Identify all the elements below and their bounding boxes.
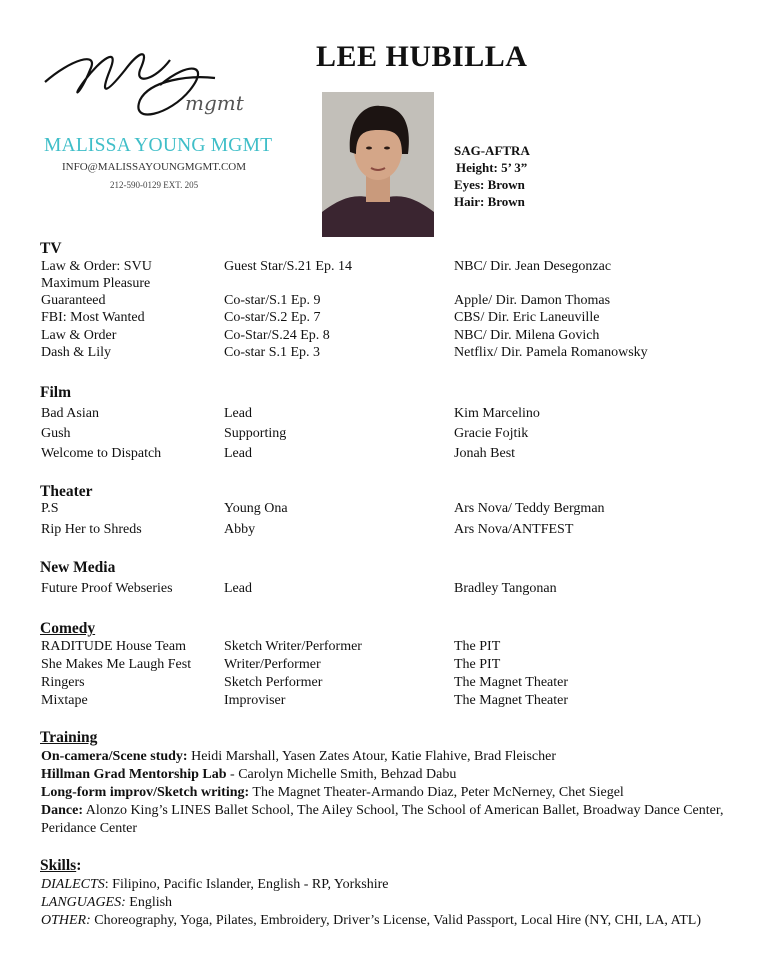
credit-company: The Magnet Theater	[454, 675, 569, 690]
credit-role: Lead	[224, 406, 252, 421]
credit-role: Lead	[224, 581, 252, 596]
headshot-photo	[322, 92, 434, 237]
credit-project: Maximum Pleasure	[41, 276, 151, 291]
comedy-heading: Comedy	[40, 620, 96, 637]
credit-project: Mixtape	[41, 693, 88, 708]
agency-logo	[40, 40, 273, 190]
credit-company: Ars Nova/ANTFEST	[454, 522, 574, 537]
credit-project: Ringers	[41, 675, 85, 690]
training-item: Dance: Alonzo King’s LINES Ballet School, The Ailey School, The School of American Ballet, Broadway Dance Center, Peridance Center	[41, 803, 724, 836]
agency-email: INFO@MALISSAYOUNGMGMT.COM	[62, 161, 247, 173]
credit-role: Co-star S.1 Ep. 3	[224, 345, 321, 360]
credit-role: Young Ona	[224, 501, 288, 516]
hair: Hair: Brown	[454, 194, 525, 209]
credit-row	[41, 522, 761, 540]
credit-company: Bradley Tangonan	[454, 581, 557, 596]
credit-project: Welcome to Dispatch	[41, 446, 162, 461]
credit-row	[41, 675, 761, 693]
skills-heading: Skills:	[40, 857, 82, 874]
credit-company: Jonah Best	[454, 446, 516, 461]
credit-role: Supporting	[224, 426, 287, 441]
credit-project: Law & Order	[41, 328, 117, 343]
credit-company: The PIT	[454, 639, 501, 654]
credit-row	[41, 581, 761, 599]
credit-row	[41, 293, 761, 311]
svg-text:mgmt: mgmt	[185, 91, 244, 115]
new-media-heading: New Media	[40, 559, 116, 576]
credit-company: NBC/ Dir. Milena Govich	[454, 328, 600, 343]
tv-heading: TV	[40, 240, 62, 257]
signature-logo-icon	[40, 40, 270, 140]
credit-row	[41, 328, 761, 346]
credit-row	[41, 693, 761, 711]
credit-role: Co-star/S.2 Ep. 7	[224, 310, 321, 325]
credit-row	[41, 639, 761, 657]
credit-project: Gush	[41, 426, 71, 441]
credit-project: P.S	[41, 501, 59, 516]
credit-project: Bad Asian	[41, 406, 99, 421]
credit-company: Gracie Fojtik	[454, 426, 529, 441]
credit-row	[41, 446, 761, 464]
skill-item: OTHER: Choreography, Yoga, Pilates, Embroidery, Driver’s License, Valid Passport, Local Hire (NY, CHI, LA, ATL)	[41, 913, 701, 928]
credit-project: FBI: Most Wanted	[41, 310, 145, 325]
credit-role: Abby	[224, 522, 256, 537]
credit-company: Netflix/ Dir. Pamela Romanowsky	[454, 345, 648, 360]
agency-name: MALISSA YOUNG MGMT	[44, 135, 273, 156]
credit-project: Dash & Lily	[41, 345, 111, 360]
training-item: Long-form improv/Sketch writing: The Magnet Theater-Armando Diaz, Peter McNerney, Chet Siegel	[41, 785, 624, 800]
credit-role: Co-Star/S.24 Ep. 8	[224, 328, 330, 343]
eyes: Eyes: Brown	[454, 177, 525, 192]
credit-company: Kim Marcelino	[454, 406, 540, 421]
skill-item: DIALECTS: Filipino, Pacific Islander, English - RP, Yorkshire	[41, 877, 389, 892]
credit-row	[41, 657, 761, 675]
training-item: Hillman Grad Mentorship Lab - Carolyn Michelle Smith, Behzad Dabu	[41, 767, 457, 782]
credit-project: Law & Order: SVU	[41, 259, 152, 274]
credit-project: She Makes Me Laugh Fest	[41, 657, 192, 672]
film-heading: Film	[40, 384, 71, 401]
credit-row	[41, 259, 761, 277]
union: SAG-AFTRA	[454, 143, 530, 158]
credit-company: CBS/ Dir. Eric Laneuville	[454, 310, 600, 325]
credit-role: Lead	[224, 446, 252, 461]
skills-list	[41, 876, 741, 930]
training-item: On-camera/Scene study: Heidi Marshall, Yasen Zates Atour, Katie Flahive, Brad Fleischer	[41, 749, 557, 764]
actor-name: LEE HUBILLA	[316, 40, 528, 73]
credit-project: RADITUDE House Team	[41, 639, 186, 654]
credit-project: Guaranteed	[41, 293, 106, 308]
training-heading: Training	[40, 729, 98, 746]
credit-role: Improviser	[224, 693, 286, 708]
credit-row	[41, 426, 761, 444]
credit-role: Guest Star/S.21 Ep. 14	[224, 259, 352, 274]
credit-row	[41, 406, 761, 424]
credit-role: Co-star/S.1 Ep. 9	[224, 293, 321, 308]
credit-project: Rip Her to Shreds	[41, 522, 142, 537]
theater-heading: Theater	[40, 483, 93, 500]
credit-role: Sketch Performer	[224, 675, 323, 690]
credit-company: NBC/ Dir. Jean Desegonzac	[454, 259, 612, 274]
credit-company: Ars Nova/ Teddy Bergman	[454, 501, 605, 516]
credit-row	[41, 345, 761, 363]
training-list	[41, 748, 741, 838]
credit-row	[41, 276, 761, 294]
credit-project: Future Proof Webseries	[41, 581, 173, 596]
agency-phone: 212-590-0129 EXT. 205	[110, 180, 199, 190]
actor-stats	[454, 142, 530, 210]
height: Height: 5’ 3”	[456, 160, 528, 175]
credit-role: Writer/Performer	[224, 657, 321, 672]
credit-company: Apple/ Dir. Damon Thomas	[454, 293, 611, 308]
credit-company: The PIT	[454, 657, 501, 672]
credit-row	[41, 501, 761, 519]
credit-role: Sketch Writer/Performer	[224, 639, 362, 654]
credit-company: The Magnet Theater	[454, 693, 569, 708]
skill-item: LANGUAGES: English	[41, 895, 173, 910]
credit-row	[41, 310, 761, 328]
